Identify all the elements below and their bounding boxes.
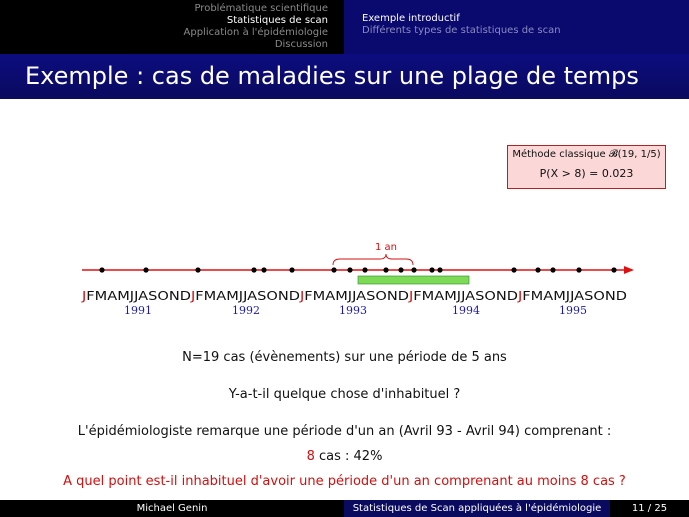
year-label-1991: 1991 [124,304,152,317]
case-dot [535,267,540,272]
case-dot [143,267,148,272]
case-dot [195,267,200,272]
case-dot [331,267,336,272]
key-question-text: A quel point est-il inhabituel d'avoir une période d'un an comprenant au moins 8 cas ? [63,474,626,489]
nav-subsection-exemple[interactable]: Exemple introductif [362,13,460,24]
observation-text: L'épidémiologiste remarque une période d'un an (Avril 93 - Avril 94) comprenant : [77,424,612,439]
year-label-1992: 1992 [232,304,260,317]
window-label: 1 an [374,242,398,253]
months-rest-1995: FMAMJJASOND [522,289,609,303]
summary-text: N=19 cas (évènements) sur une période de 5 ans [182,350,507,365]
case-dot [611,267,616,272]
nav-section-problematique[interactable]: Problématique scientifique [194,3,328,14]
case-dot [383,267,388,272]
nav-section-discussion[interactable]: Discussion [274,39,328,50]
method-box [507,145,666,189]
case-dot [347,267,352,272]
months-rest-1992: FMAMJJASOND [195,289,282,303]
months-1995 [517,289,627,303]
month-j-1994: J [409,289,413,303]
months-1994 [408,289,518,303]
navigation-header [0,0,689,54]
case-dot [576,267,581,272]
highlight-window [358,276,469,284]
months-rest-1993: FMAMJJASOND [304,289,391,303]
slide-title-bar [0,54,689,99]
months-rest-1994: FMAMJJASOND [413,289,500,303]
case-dot [437,267,442,272]
month-j-1995: J [518,289,522,303]
case-dot [289,267,294,272]
question-text: Y-a-t-il quelque chose d'inhabituel ? [228,387,461,402]
slide-title: Exemple : cas de maladies sur une plage de temps [25,62,639,90]
page-number: 11 / 25 [610,500,689,517]
case-dot [429,267,434,272]
months-1991 [81,289,191,303]
nav-subsection-types[interactable]: Différents types de statistiques de scan [362,25,561,36]
year-label-1993: 1993 [339,304,367,317]
case-percent: cas : 42% [314,449,383,464]
months-1993 [299,289,409,303]
month-j-1993: J [300,289,304,303]
month-j-1992: J [191,289,195,303]
footer-title: Statistiques de Scan appliquées à l'épidémiologie [344,500,610,517]
case-count: 8 [306,449,315,464]
method-box-formula: Méthode classique 𝓑(19, 1/5) [512,149,661,160]
month-j-1991: J [82,289,86,303]
timeline-diagram [0,230,689,320]
nav-section-application[interactable]: Application à l'épidémiologie [183,27,328,38]
case-dot [99,267,104,272]
case-dot [398,267,403,272]
axis-arrow [624,266,634,274]
year-label-1994: 1994 [452,304,480,317]
months-1992 [190,289,300,303]
footer-author: Michael Genin [0,500,344,517]
section-nav [0,0,344,54]
case-dot [362,267,367,272]
nav-section-statistiques[interactable]: Statistiques de scan [226,15,328,26]
year-labels [124,304,587,317]
count-text [0,449,689,464]
window-brace [333,254,413,265]
method-box-probability: P(X > 8) = 0.023 [539,167,634,180]
months-rest-1991: FMAMJJASOND [86,289,173,303]
month-labels [81,289,627,303]
case-dot [251,267,256,272]
case-dot [261,267,266,272]
case-dot [411,267,416,272]
year-label-1995: 1995 [559,304,587,317]
footer [0,500,689,517]
subsection-nav [344,0,689,54]
case-dot [550,267,555,272]
case-dot [511,267,516,272]
